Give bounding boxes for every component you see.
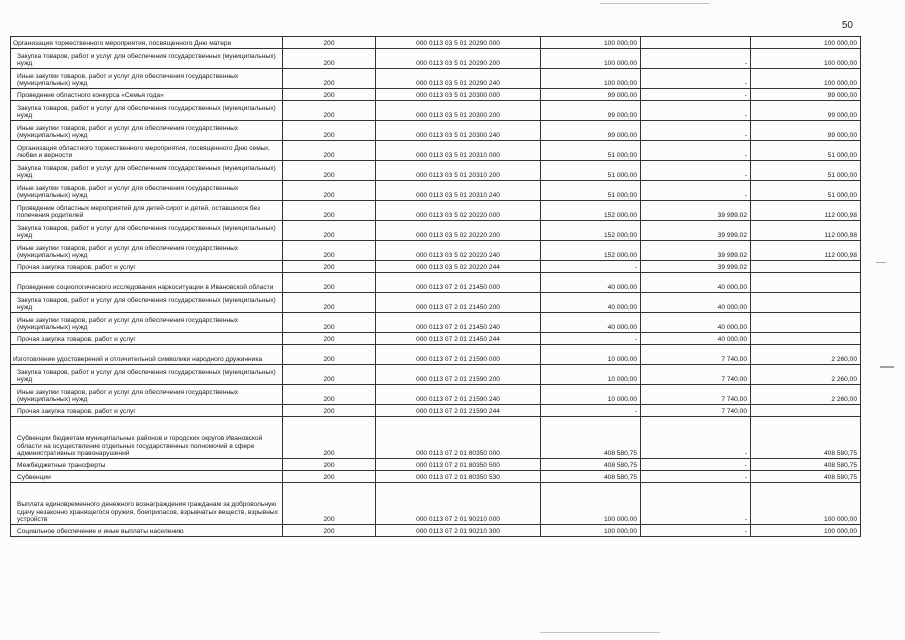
row-name-cell: Прочая закупка товаров, работ и услуг: [11, 333, 283, 345]
row-executed-cell: 7 740,00: [641, 345, 751, 365]
row-code-cell: 200: [283, 459, 376, 471]
row-plan-cell: 99 000,00: [541, 121, 641, 141]
row-name-cell: Иные закупки товаров, работ и услуг для обеспечения государственных (муниципальных) нужд: [11, 385, 283, 405]
row-plan-cell: 10 000,00: [541, 365, 641, 385]
row-plan-cell: 100 000,00: [541, 483, 641, 525]
row-classification-cell: 000 0113 07 2 01 21450 240: [376, 313, 541, 333]
row-classification-cell: 000 0113 03 5 02 20220 240: [376, 241, 541, 261]
table-row: [11, 49, 861, 69]
row-code-cell: 200: [283, 483, 376, 525]
row-remainder-cell: 408 580,75: [751, 459, 861, 471]
row-plan-cell: -: [541, 405, 641, 417]
row-executed-cell: -: [641, 525, 751, 537]
row-plan-cell: -: [541, 333, 641, 345]
row-executed-cell: 40 000,00: [641, 273, 751, 293]
row-plan-cell: 408 580,75: [541, 417, 641, 459]
row-code-cell: 200: [283, 365, 376, 385]
row-plan-cell: 51 000,00: [541, 161, 641, 181]
row-classification-cell: 000 0113 07 2 01 80350 500: [376, 459, 541, 471]
row-code-cell: 200: [283, 101, 376, 121]
row-executed-cell: -: [641, 69, 751, 89]
row-name-cell: Социальное обеспечение и иные выплаты населению: [11, 525, 283, 537]
row-code-cell: 200: [283, 221, 376, 241]
table-row: [11, 241, 861, 261]
row-executed-cell: 40 000,00: [641, 293, 751, 313]
table-row: [11, 333, 861, 345]
scan-artifact: [880, 366, 894, 368]
row-remainder-cell: [751, 333, 861, 345]
table-row: [11, 345, 861, 365]
row-name-cell: Закупка товаров, работ и услуг для обеспечения государственных (муниципальных) нужд: [11, 101, 283, 121]
row-code-cell: 200: [283, 181, 376, 201]
table-row: [11, 201, 861, 221]
row-remainder-cell: 112 000,98: [751, 221, 861, 241]
row-remainder-cell: 112 000,98: [751, 241, 861, 261]
table-row: [11, 261, 861, 273]
row-code-cell: 200: [283, 261, 376, 273]
row-executed-cell: -: [641, 459, 751, 471]
row-remainder-cell: 99 000,00: [751, 101, 861, 121]
row-remainder-cell: [751, 273, 861, 293]
row-plan-cell: 40 000,00: [541, 273, 641, 293]
row-plan-cell: 408 580,75: [541, 471, 641, 483]
row-name-cell: Субвенции бюджетам муниципальных районов и городских округов Ивановской области на осуществление отдельных государственных полномочий в сфере административных правонарушений: [11, 417, 283, 459]
row-executed-cell: 7 740,00: [641, 365, 751, 385]
table-row: [11, 69, 861, 89]
row-executed-cell: -: [641, 141, 751, 161]
row-plan-cell: 40 000,00: [541, 313, 641, 333]
row-name-cell: Иные закупки товаров, работ и услуг для обеспечения государственных (муниципальных) нужд: [11, 181, 283, 201]
row-remainder-cell: 100 000,00: [751, 37, 861, 49]
row-code-cell: 200: [283, 201, 376, 221]
table-body: [11, 37, 861, 537]
row-remainder-cell: 100 000,00: [751, 49, 861, 69]
row-plan-cell: 408 580,75: [541, 459, 641, 471]
row-executed-cell: -: [641, 161, 751, 181]
row-code-cell: 200: [283, 345, 376, 365]
row-remainder-cell: 408 580,75: [751, 471, 861, 483]
scan-artifact: [600, 3, 710, 4]
scan-artifact: [540, 632, 660, 633]
row-remainder-cell: 2 260,00: [751, 345, 861, 365]
row-code-cell: 200: [283, 121, 376, 141]
row-classification-cell: 000 0113 07 2 01 90210 000: [376, 483, 541, 525]
row-executed-cell: 40 000,00: [641, 333, 751, 345]
row-name-cell: Иные закупки товаров, работ и услуг для обеспечения государственных (муниципальных) нужд: [11, 313, 283, 333]
table-row: [11, 89, 861, 101]
row-name-cell: Закупка товаров, работ и услуг для обеспечения государственных (муниципальных) нужд: [11, 161, 283, 181]
row-remainder-cell: 408 580,75: [751, 417, 861, 459]
table-row: [11, 141, 861, 161]
row-remainder-cell: [751, 405, 861, 417]
table-row: [11, 417, 861, 459]
row-code-cell: 200: [283, 471, 376, 483]
row-executed-cell: 39 999,02: [641, 261, 751, 273]
row-classification-cell: 000 0113 03 5 02 20220 200: [376, 221, 541, 241]
row-remainder-cell: 100 000,00: [751, 525, 861, 537]
row-executed-cell: -: [641, 101, 751, 121]
row-plan-cell: 152 000,00: [541, 241, 641, 261]
row-executed-cell: -: [641, 417, 751, 459]
row-classification-cell: 000 0113 03 5 02 20220 000: [376, 201, 541, 221]
table-row: [11, 313, 861, 333]
row-remainder-cell: 100 000,00: [751, 483, 861, 525]
row-plan-cell: 152 000,00: [541, 221, 641, 241]
row-remainder-cell: 51 000,00: [751, 141, 861, 161]
row-code-cell: 200: [283, 273, 376, 293]
row-code-cell: 200: [283, 241, 376, 261]
table-row: [11, 483, 861, 525]
row-classification-cell: 000 0113 07 2 01 21450 000: [376, 273, 541, 293]
row-remainder-cell: 51 000,00: [751, 181, 861, 201]
row-classification-cell: 000 0113 03 5 01 20290 000: [376, 37, 541, 49]
table-row: [11, 101, 861, 121]
row-code-cell: 200: [283, 385, 376, 405]
row-executed-cell: 7 740,00: [641, 405, 751, 417]
row-remainder-cell: [751, 261, 861, 273]
table-row: [11, 221, 861, 241]
row-remainder-cell: 99 000,00: [751, 121, 861, 141]
table-row: [11, 181, 861, 201]
row-plan-cell: 99 000,00: [541, 101, 641, 121]
row-executed-cell: -: [641, 89, 751, 101]
row-executed-cell: 39 999,02: [641, 241, 751, 261]
row-name-cell: Выплата единовременного денежного вознаграждения гражданам за добровольную сдачу незаконно хранящегося оружия, боеприпасов, взрывчатых веществ, взрывных устройств: [11, 483, 283, 525]
table-row: [11, 37, 861, 49]
row-classification-cell: 000 0113 03 5 01 20310 240: [376, 181, 541, 201]
table-row: [11, 121, 861, 141]
row-classification-cell: 000 0113 07 2 01 80350 530: [376, 471, 541, 483]
row-classification-cell: 000 0113 07 2 01 90210 300: [376, 525, 541, 537]
row-classification-cell: 000 0113 07 2 01 80350 000: [376, 417, 541, 459]
row-code-cell: 200: [283, 161, 376, 181]
row-code-cell: 200: [283, 313, 376, 333]
row-classification-cell: 000 0113 03 5 01 20300 000: [376, 89, 541, 101]
table-row: [11, 293, 861, 313]
row-code-cell: 200: [283, 405, 376, 417]
row-classification-cell: 000 0113 03 5 01 20310 000: [376, 141, 541, 161]
row-code-cell: 200: [283, 525, 376, 537]
row-name-cell: Проведение областных мероприятий для детей-сирот и детей, оставшихся без попечения родителей: [11, 201, 283, 221]
row-code-cell: 200: [283, 417, 376, 459]
row-executed-cell: -: [641, 483, 751, 525]
row-executed-cell: 39 999,02: [641, 221, 751, 241]
budget-execution-table: [10, 36, 861, 537]
row-plan-cell: 152 000,00: [541, 201, 641, 221]
row-plan-cell: 10 000,00: [541, 345, 641, 365]
row-name-cell: Закупка товаров, работ и услуг для обеспечения государственных (муниципальных) нужд: [11, 49, 283, 69]
row-name-cell: Иные закупки товаров, работ и услуг для обеспечения государственных (муниципальных) нужд: [11, 69, 283, 89]
row-remainder-cell: 2 260,00: [751, 365, 861, 385]
row-executed-cell: 7 740,00: [641, 385, 751, 405]
row-code-cell: 200: [283, 69, 376, 89]
row-code-cell: 200: [283, 89, 376, 101]
row-remainder-cell: 112 000,98: [751, 201, 861, 221]
row-plan-cell: 40 000,00: [541, 293, 641, 313]
table-row: [11, 365, 861, 385]
row-classification-cell: 000 0113 07 2 01 21590 240: [376, 385, 541, 405]
row-remainder-cell: 100 000,00: [751, 69, 861, 89]
table-row: [11, 385, 861, 405]
row-remainder-cell: 51 000,00: [751, 161, 861, 181]
row-classification-cell: 000 0113 07 2 01 21590 000: [376, 345, 541, 365]
row-name-cell: Иные закупки товаров, работ и услуг для обеспечения государственных (муниципальных) нужд: [11, 241, 283, 261]
row-code-cell: 200: [283, 49, 376, 69]
row-classification-cell: 000 0113 03 5 01 20290 200: [376, 49, 541, 69]
row-code-cell: 200: [283, 37, 376, 49]
row-executed-cell: -: [641, 121, 751, 141]
row-plan-cell: 51 000,00: [541, 141, 641, 161]
row-classification-cell: 000 0113 03 5 01 20290 240: [376, 69, 541, 89]
row-plan-cell: 100 000,00: [541, 525, 641, 537]
row-name-cell: Прочая закупка товаров, работ и услуг: [11, 261, 283, 273]
row-name-cell: Проведение социологического исследования наркоситуации в Ивановской области: [11, 273, 283, 293]
row-name-cell: Закупка товаров, работ и услуг для обеспечения государственных (муниципальных) нужд: [11, 365, 283, 385]
row-plan-cell: -: [541, 261, 641, 273]
table-row: [11, 161, 861, 181]
row-name-cell: Субвенции: [11, 471, 283, 483]
row-remainder-cell: [751, 293, 861, 313]
row-name-cell: Изготовление удостоверений и отличительной символики народного дружинника: [11, 345, 283, 365]
row-executed-cell: -: [641, 471, 751, 483]
row-name-cell: Прочая закупка товаров, работ и услуг: [11, 405, 283, 417]
table-row: [11, 471, 861, 483]
table-row: [11, 405, 861, 417]
row-name-cell: Закупка товаров, работ и услуг для обеспечения государственных (муниципальных) нужд: [11, 293, 283, 313]
row-name-cell: Проведение областного конкурса «Семья года»: [11, 89, 283, 101]
row-plan-cell: 100 000,00: [541, 49, 641, 69]
row-name-cell: Межбюджетные трансферты: [11, 459, 283, 471]
row-executed-cell: -: [641, 49, 751, 69]
row-executed-cell: 39 999,02: [641, 201, 751, 221]
row-plan-cell: 100 000,00: [541, 37, 641, 49]
row-plan-cell: 100 000,00: [541, 69, 641, 89]
row-code-cell: 200: [283, 333, 376, 345]
row-code-cell: 200: [283, 293, 376, 313]
row-name-cell: Иные закупки товаров, работ и услуг для обеспечения государственных (муниципальных) нужд: [11, 121, 283, 141]
row-code-cell: 200: [283, 141, 376, 161]
table-row: [11, 525, 861, 537]
row-executed-cell: 40 000,00: [641, 313, 751, 333]
scan-artifact: [876, 262, 886, 263]
row-remainder-cell: 99 000,00: [751, 89, 861, 101]
row-plan-cell: 51 000,00: [541, 181, 641, 201]
row-name-cell: Закупка товаров, работ и услуг для обеспечения государственных (муниципальных) нужд: [11, 221, 283, 241]
row-classification-cell: 000 0113 07 2 01 21590 200: [376, 365, 541, 385]
table-row: [11, 273, 861, 293]
row-name-cell: Организация торжественного мероприятия, посвященного Дню матери: [11, 37, 283, 49]
table-row: [11, 459, 861, 471]
row-classification-cell: 000 0113 03 5 02 20220 244: [376, 261, 541, 273]
row-classification-cell: 000 0113 03 5 01 20310 200: [376, 161, 541, 181]
row-plan-cell: 99 000,00: [541, 89, 641, 101]
row-classification-cell: 000 0113 03 5 01 20300 200: [376, 101, 541, 121]
row-classification-cell: 000 0113 03 5 01 20300 240: [376, 121, 541, 141]
row-executed-cell: -: [641, 181, 751, 201]
row-classification-cell: 000 0113 07 2 01 21450 244: [376, 333, 541, 345]
row-name-cell: Организация областного торжественного мероприятия, посвященного Дню семьи, любви и верности: [11, 141, 283, 161]
row-executed-cell: [641, 37, 751, 49]
row-remainder-cell: 2 260,00: [751, 385, 861, 405]
row-plan-cell: 10 000,00: [541, 385, 641, 405]
row-classification-cell: 000 0113 07 2 01 21450 200: [376, 293, 541, 313]
row-remainder-cell: [751, 313, 861, 333]
page-number: 50: [841, 20, 853, 31]
row-classification-cell: 000 0113 07 2 01 21590 244: [376, 405, 541, 417]
